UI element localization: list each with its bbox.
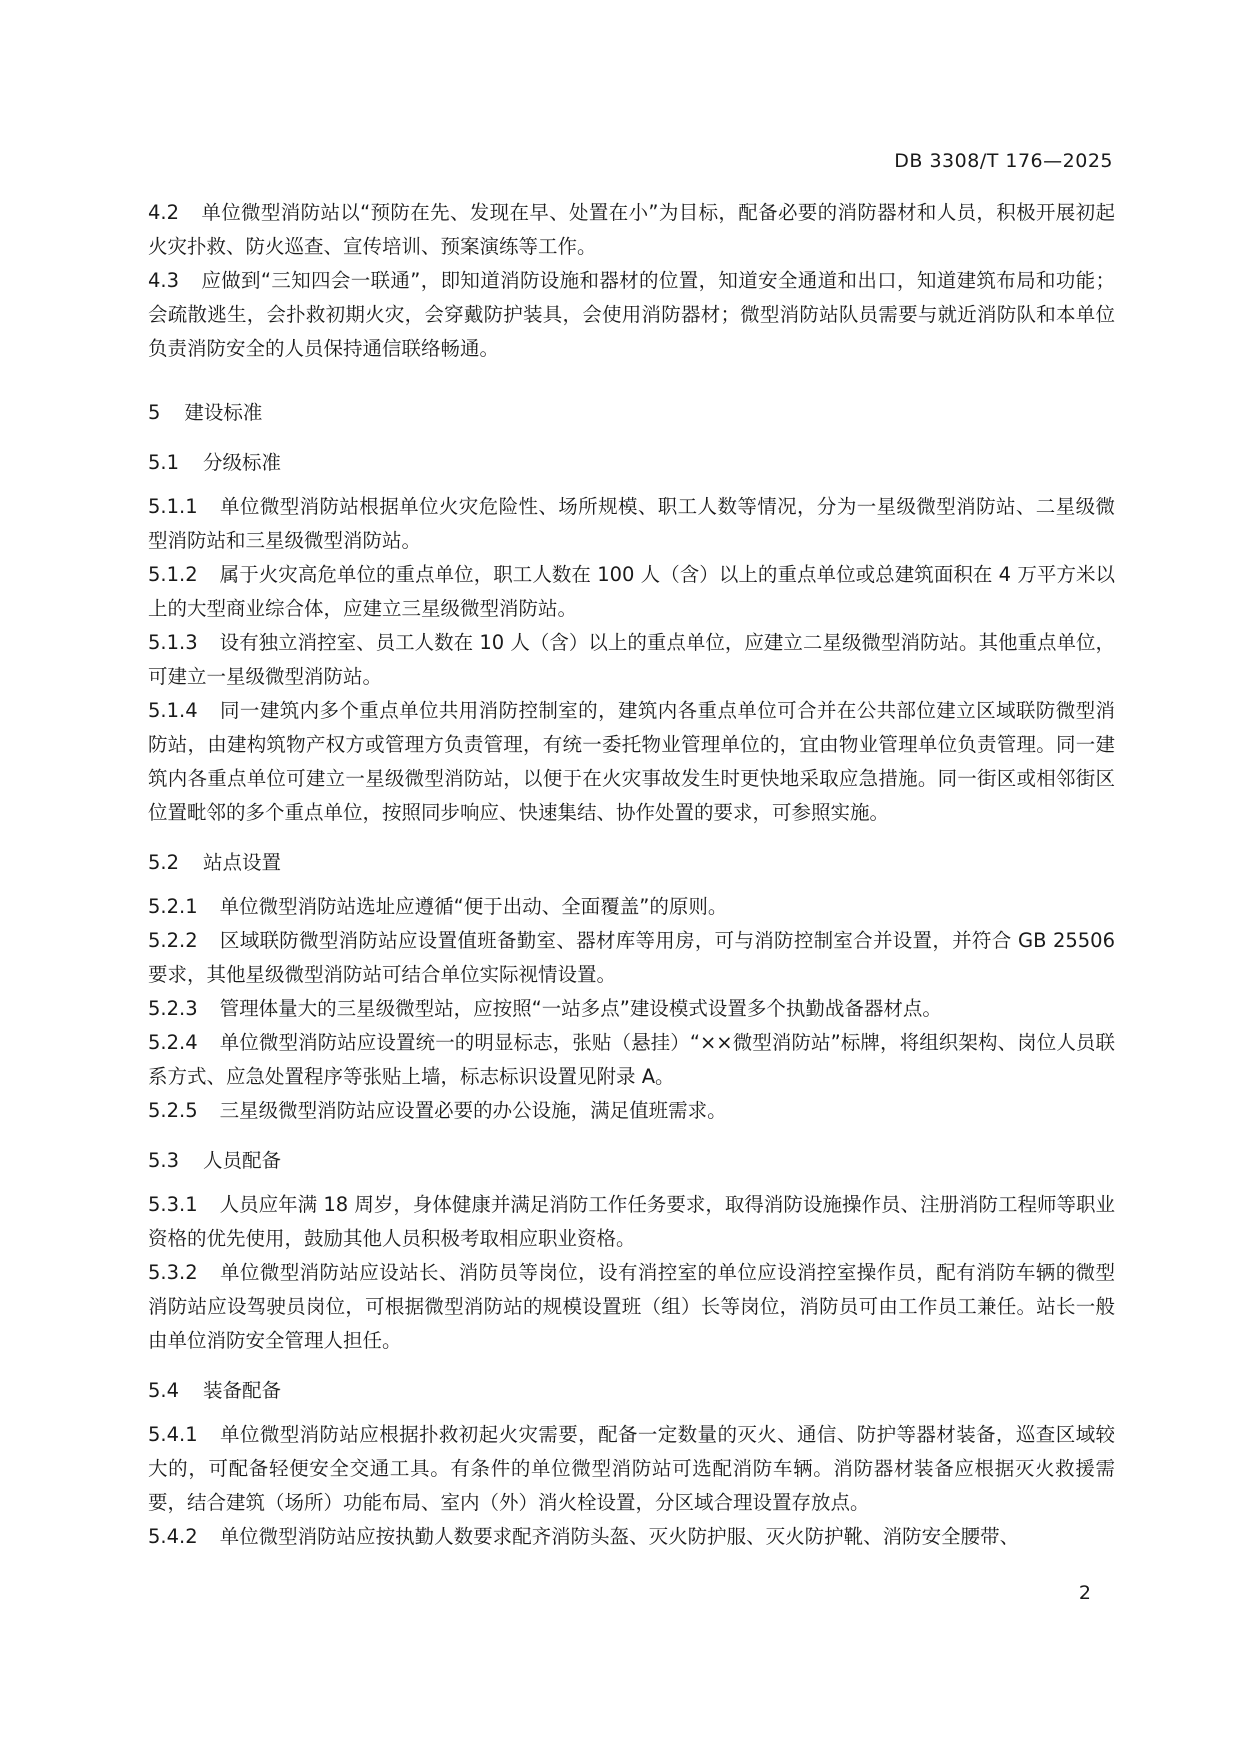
clause-number: 5.2.1 — [148, 895, 198, 918]
clause-number: 5.1.3 — [148, 631, 198, 654]
clause-text: 单位微型消防站根据单位火灾危险性、场所规模、职工人数等情况，分为一星级微型消防站、二星级微型消防站和三星级微型消防站。 — [148, 495, 1115, 552]
clause-number: 5.2.2 — [148, 929, 198, 952]
document-body — [148, 196, 1115, 1554]
clause-number: 5.1.2 — [148, 563, 198, 586]
heading-number: 5.4 — [148, 1379, 180, 1402]
clause-text: 单位微型消防站以“预防在先、发现在早、处置在小”为目标，配备必要的消防器材和人员，积极开展初起火灾扑救、防火巡查、宣传培训、预案演练等工作。 — [148, 201, 1115, 258]
heading-number: 5 — [148, 401, 161, 424]
clause-text: 同一建筑内多个重点单位共用消防控制室的，建筑内各重点单位可合并在公共部位建立区域联防微型消防站，由建构筑物产权方或管理方负责管理，有统一委托物业管理单位的，宜由物业管理单位负责管理。同一建筑内各重点单位可建立一星级微型消防站，以便于在火灾事故发生时更快地采取应急措施。同一街区或相邻街区位置毗邻的多个重点单位，按照同步响应、快速集结、协作处置的要求，可参照实施。 — [148, 699, 1115, 824]
clause-text: 单位微型消防站应根据扑救初起火灾需要，配备一定数量的灭火、通信、防护等器材装备，巡查区域较大的，可配备轻便安全交通工具。有条件的单位微型消防站可选配消防车辆。消防器材装备应根据灭火救援需要，结合建筑（场所）功能布局、室内（外）消火栓设置，分区域合理设置存放点。 — [148, 1423, 1115, 1514]
clause-number: 5.4.2 — [148, 1525, 198, 1548]
clause-5-1-2 — [148, 558, 1115, 626]
clause-5-3-1 — [148, 1188, 1115, 1256]
clause-5-3-2 — [148, 1256, 1115, 1358]
heading-title: 站点设置 — [203, 851, 282, 874]
section-5-1-heading — [148, 446, 1115, 480]
heading-title: 建设标准 — [184, 401, 263, 424]
clause-number: 5.3.1 — [148, 1193, 198, 1216]
clause-text: 区域联防微型消防站应设置值班备勤室、器材库等用房，可与消防控制室合并设置，并符合 GB 25506 要求，其他星级微型消防站可结合单位实际视情设置。 — [148, 929, 1115, 986]
clause-5-4-1 — [148, 1418, 1115, 1520]
clause-text: 单位微型消防站应设站长、消防员等岗位，设有消控室的单位应设消控室操作员，配有消防车辆的微型消防站应设驾驶员岗位，可根据微型消防站的规模设置班（组）长等岗位，消防员可由工作员工兼任。站长一般由单位消防安全管理人担任。 — [148, 1261, 1115, 1352]
clause-5-4-2 — [148, 1520, 1115, 1554]
clause-text: 三星级微型消防站应设置必要的办公设施，满足值班需求。 — [219, 1099, 727, 1122]
clause-text: 单位微型消防站应设置统一的明显标志，张贴（悬挂）“××微型消防站”标牌，将组织架构、岗位人员联系方式、应急处置程序等张贴上墙，标志标识设置见附录 A。 — [148, 1031, 1115, 1088]
clause-text: 单位微型消防站选址应遵循“便于出动、全面覆盖”的原则。 — [219, 895, 728, 918]
clause-text: 管理体量大的三星级微型站，应按照“一站多点”建设模式设置多个执勤战备器材点。 — [219, 997, 942, 1020]
heading-title: 装备配备 — [203, 1379, 282, 1402]
heading-number: 5.3 — [148, 1149, 180, 1172]
page-number: 2 — [1078, 1582, 1091, 1604]
clause-number: 5.2.4 — [148, 1031, 198, 1054]
heading-number: 5.1 — [148, 451, 180, 474]
heading-title: 人员配备 — [203, 1149, 282, 1172]
clause-text: 应做到“三知四会一联通”，即知道消防设施和器材的位置，知道安全通道和出口，知道建筑布局和功能；会疏散逃生，会扑救初期火灾，会穿戴防护装具，会使用消防器材；微型消防站队员需要与就近消防队和本单位负责消防安全的人员保持通信联络畅通。 — [148, 269, 1115, 360]
chapter-5-heading — [148, 396, 1115, 430]
clause-number: 4.3 — [148, 269, 180, 292]
clause-5-2-2 — [148, 924, 1115, 992]
clause-4-3 — [148, 264, 1115, 366]
clause-number: 5.1.1 — [148, 495, 198, 518]
clause-4-2 — [148, 196, 1115, 264]
clause-5-2-4 — [148, 1026, 1115, 1094]
clause-text: 人员应年满 18 周岁，身体健康并满足消防工作任务要求，取得消防设施操作员、注册消防工程师等职业资格的优先使用，鼓励其他人员积极考取相应职业资格。 — [148, 1193, 1115, 1250]
clause-number: 5.3.2 — [148, 1261, 198, 1284]
clause-5-2-5 — [148, 1094, 1115, 1128]
clause-number: 4.2 — [148, 201, 180, 224]
section-5-3-heading — [148, 1144, 1115, 1178]
clause-number: 5.4.1 — [148, 1423, 198, 1446]
clause-text: 属于火灾高危单位的重点单位，职工人数在 100 人（含）以上的重点单位或总建筑面积在 4 万平方米以上的大型商业综合体，应建立三星级微型消防站。 — [148, 563, 1115, 620]
clause-5-2-1 — [148, 890, 1115, 924]
clause-number: 5.2.5 — [148, 1099, 198, 1122]
clause-5-1-3 — [148, 626, 1115, 694]
clause-5-1-1 — [148, 490, 1115, 558]
clause-5-2-3 — [148, 992, 1115, 1026]
heading-title: 分级标准 — [203, 451, 282, 474]
section-5-2-heading — [148, 846, 1115, 880]
document-code: DB 3308/T 176—2025 — [894, 150, 1113, 172]
heading-number: 5.2 — [148, 851, 180, 874]
section-5-4-heading — [148, 1374, 1115, 1408]
clause-number: 5.2.3 — [148, 997, 198, 1020]
clause-number: 5.1.4 — [148, 699, 198, 722]
clause-text: 单位微型消防站应按执勤人数要求配齐消防头盔、灭火防护服、灭火防护靴、消防安全腰带、 — [219, 1525, 1020, 1548]
clause-text: 设有独立消控室、员工人数在 10 人（含）以上的重点单位，应建立二星级微型消防站。其他重点单位，可建立一星级微型消防站。 — [148, 631, 1115, 688]
clause-5-1-4 — [148, 694, 1115, 830]
